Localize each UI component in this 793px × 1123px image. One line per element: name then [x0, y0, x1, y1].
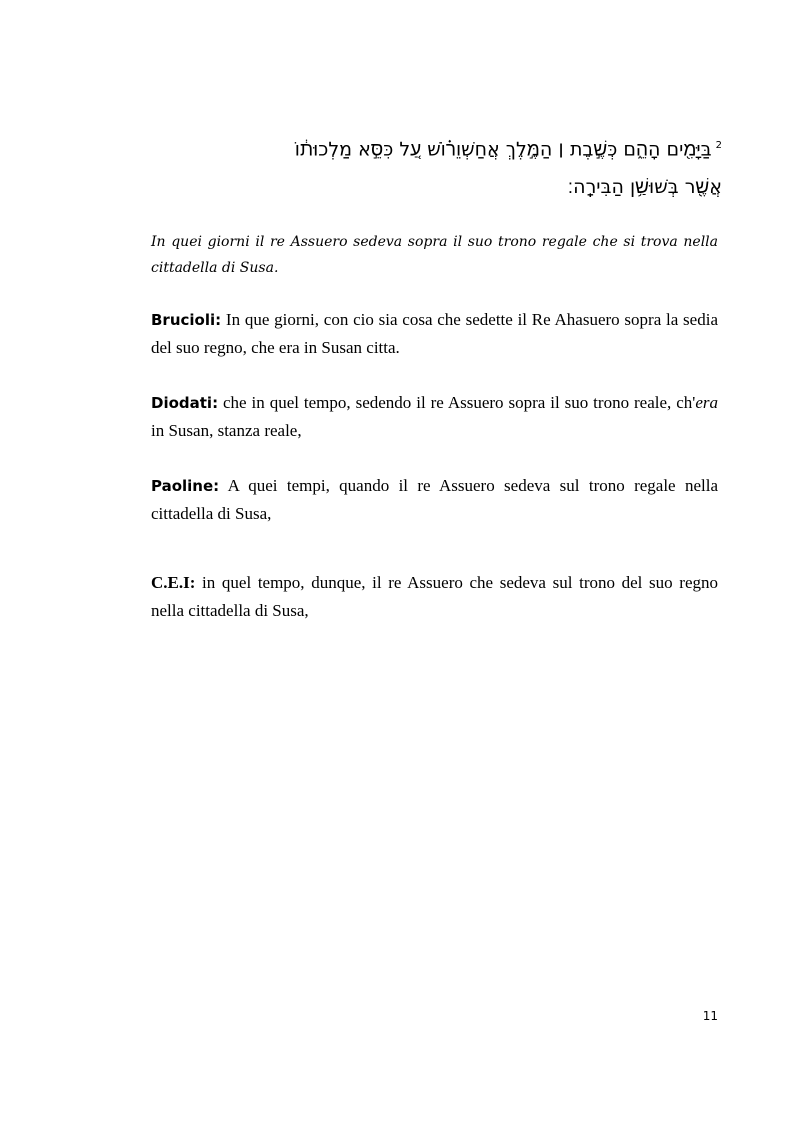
translation-cei [151, 569, 718, 625]
translation-label: Brucioli: [151, 311, 222, 329]
translation-text-italic: era [695, 393, 718, 412]
translation-label: Diodati: [151, 394, 219, 412]
hebrew-line-1 [150, 127, 722, 168]
translation-label: Paoline: [151, 477, 220, 495]
translation-brucioli [151, 306, 718, 362]
hebrew-line-2: אֲשֶׁ֖ר בְּשׁוּשַׁ֥ן הַבִּירָֽה׃ [567, 176, 722, 199]
page-number: 11 [702, 1009, 718, 1023]
translation-text-end: in Susan, stanza reale, [151, 421, 302, 440]
translation-text: in quel tempo, dunque, il re Assuero che sedeva sul trono del suo regno nella cittadella di Susa, [151, 573, 718, 620]
translation-text: In que giorni, con cio sia cosa che sedette il Re Ahasuero sopra la sedia del suo regno, che era in Susan citta. [151, 310, 718, 357]
hebrew-verse [150, 127, 722, 206]
translation-text: A quei tempi, quando il re Assuero sedeva sul trono regale nella cittadella di Susa, [151, 476, 718, 523]
translation-paoline [151, 472, 718, 528]
translation-text: che in quel tempo, sedendo il re Assuero sopra il suo trono reale, ch' [218, 393, 696, 412]
translation-diodati [151, 389, 718, 445]
italian-translation: In quei giorni il re Assuero sedeva sopra il suo trono regale che si trova nella cittadella di Susa. [151, 234, 718, 276]
hebrew-line-1-text: בַּיָּמִ֖ים הָהֵ֑ם כְּשֶׁ֣בֶת ׀ הַמֶּ֣לֶךְ אֲחַשְׁוֵר֗וֹשׁ עַ֚ל כִּסֵּ֣א מַלְכוּת֔וֹ [294, 138, 712, 161]
translation-label: C.E.I: [151, 573, 196, 592]
verse-number: 2 [715, 140, 722, 151]
